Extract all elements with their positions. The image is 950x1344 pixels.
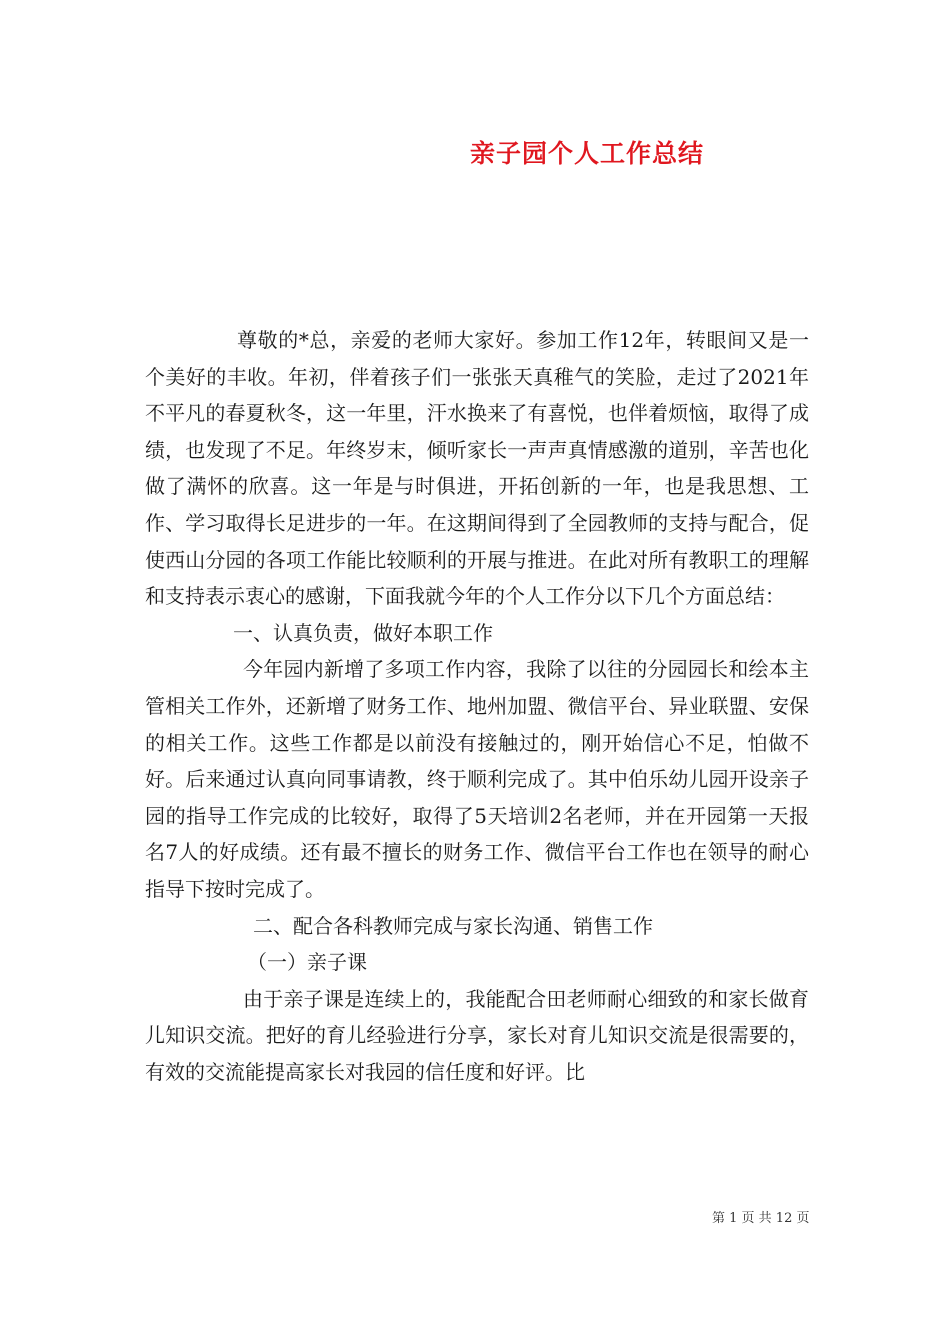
section-heading-2: 二、配合各科教师完成与家长沟通、销售工作 — [253, 913, 653, 938]
page-number-footer: 第 1 页 共 12 页 — [712, 1211, 810, 1226]
paragraph-section-1: 今年园内新增了多项工作内容，我除了以往的分园园长和绘本主管相关工作外，还新增了财务工作、地州加盟、微信平台、异业联盟、安保的相关工作。这些工作都是以前没有接触过的，刚开始信心不足，怕做不好。后来通过认真向同事请教，终于顺利完成了。其中伯乐幼儿园开设亲子园的指导工作完成的比较好，取得了5天培训2名老师，并在开园第一天报名7人的好成绩。还有最不擅长的财务工作、微信平台工作也在领导的耐心指导下按时完成了。 — [145, 657, 809, 901]
section-heading-1: 一、认真负责，做好本职工作 — [233, 620, 493, 645]
paragraph-greeting: 尊敬的*总，亲爱的老师大家好。参加工作12年，转眼间又是一个美好的丰收。年初，伴着孩子们一张张天真稚气的笑脸，走过了2021年不平凡的春夏秋冬，这一年里，汗水换来了有喜悦，也伴着烦恼，取得了成绩，也发现了不足。年终岁末，倾听家长一声声真情感激的道别，辛苦也化做了满怀的欣喜。这一年是与时俱进，开拓创新的一年，也是我思想、工作、学习取得长足进步的一年。在这期间得到了全园教师的支持与配合，促使西山分园的各项工作能比较顺利的开展与推进。在此对所有教职工的理解和支持表示衷心的感谢，下面我就今年的个人工作分以下几个方面总结： — [145, 328, 809, 609]
paragraph-subsection-1: 由于亲子课是连续上的，我能配合田老师耐心细致的和家长做育儿知识交流。把好的育儿经验进行分享，家长对育儿知识交流是很需要的，有效的交流能提高家长对我园的信任度和好评。比 — [145, 986, 809, 1084]
document-body — [145, 322, 809, 1090]
subsection-heading-1: （一）亲子课 — [247, 950, 367, 975]
document-title: 亲子园个人工作总结 — [470, 139, 705, 168]
